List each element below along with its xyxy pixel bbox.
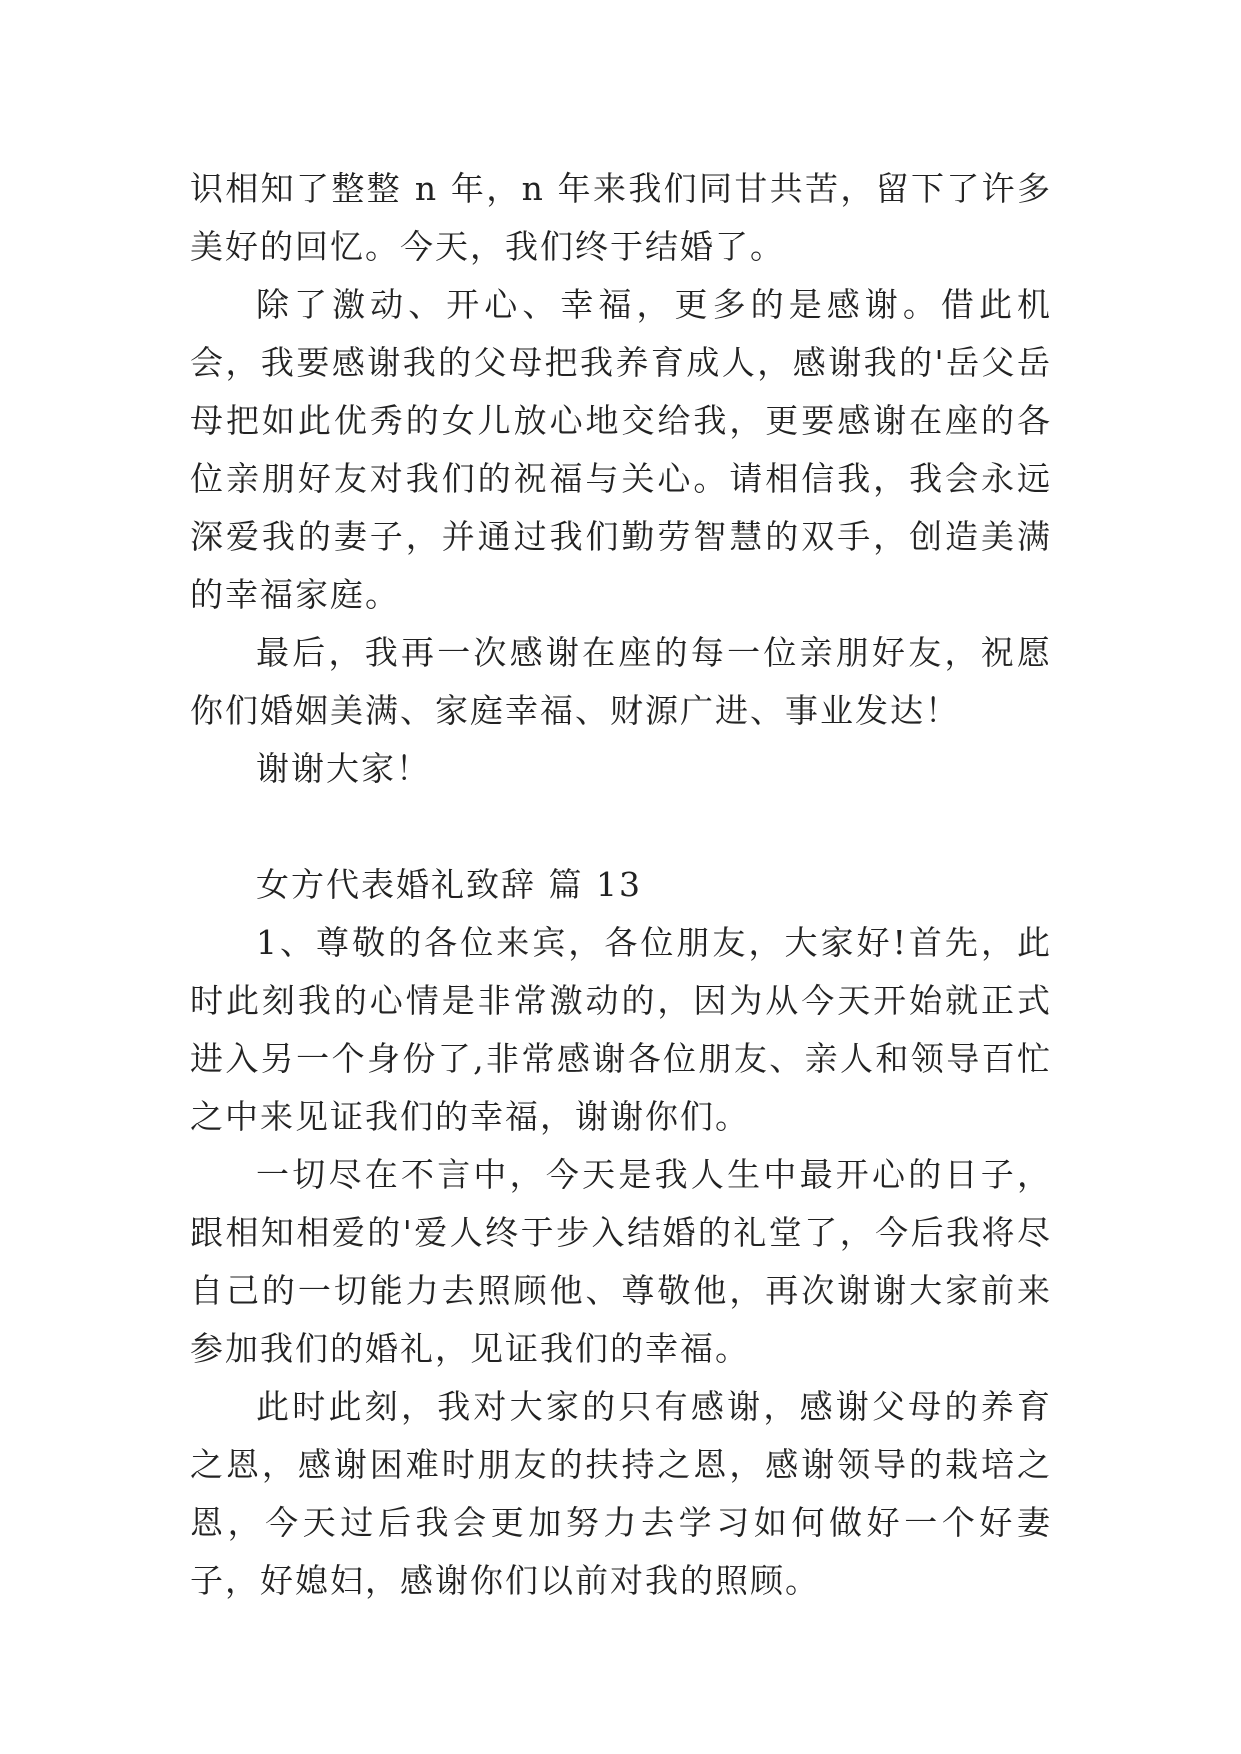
paragraph: 除了激动、开心、幸福，更多的是感谢。借此机会，我要感谢我的父母把我养育成人，感谢我的'岳父岳母把如此优秀的女儿放心地交给我，更要感谢在座的各位亲朋好友对我们的祝福与关心。请相信我，我会永远深爱我的妻子，并通过我们勤劳智慧的双手，创造美满的幸福家庭。: [190, 285, 1052, 614]
section-title: 女方代表婚礼致辞 篇 13: [256, 865, 642, 904]
paragraph: 此时此刻，我对大家的只有感谢，感谢父母的养育之恩，感谢困难时朋友的扶持之恩，感谢领导的栽培之恩，今天过后我会更加努力去学习如何做好一个好妻子，好媳妇，感谢你们以前对我的照顾。: [190, 1387, 1052, 1600]
paragraph: 最后，我再一次感谢在座的每一位亲朋好友，祝愿你们婚姻美满、家庭幸福、财源广进、事业发达！: [190, 633, 1052, 730]
paragraph: 1、尊敬的各位来宾，各位朋友，大家好!首先，此时此刻我的心情是非常激动的，因为从今天开始就正式进入另一个身份了,非常感谢各位朋友、亲人和领导百忙之中来见证我们的幸福，谢谢你们。: [190, 923, 1052, 1136]
document-body: [190, 160, 1052, 1610]
paragraph: 谢谢大家！: [256, 749, 431, 788]
paragraph: 一切尽在不言中，今天是我人生中最开心的日子，跟相知相爱的'爱人终于步入结婚的礼堂了，今后我将尽自己的一切能力去照顾他、尊敬他，再次谢谢大家前来参加我们的婚礼，见证我们的幸福。: [190, 1155, 1052, 1368]
paragraph: 识相知了整整 n 年，n 年来我们同甘共苦，留下了许多美好的回忆。今天，我们终于结婚了。: [190, 169, 1052, 266]
section-gap: [190, 798, 1052, 856]
